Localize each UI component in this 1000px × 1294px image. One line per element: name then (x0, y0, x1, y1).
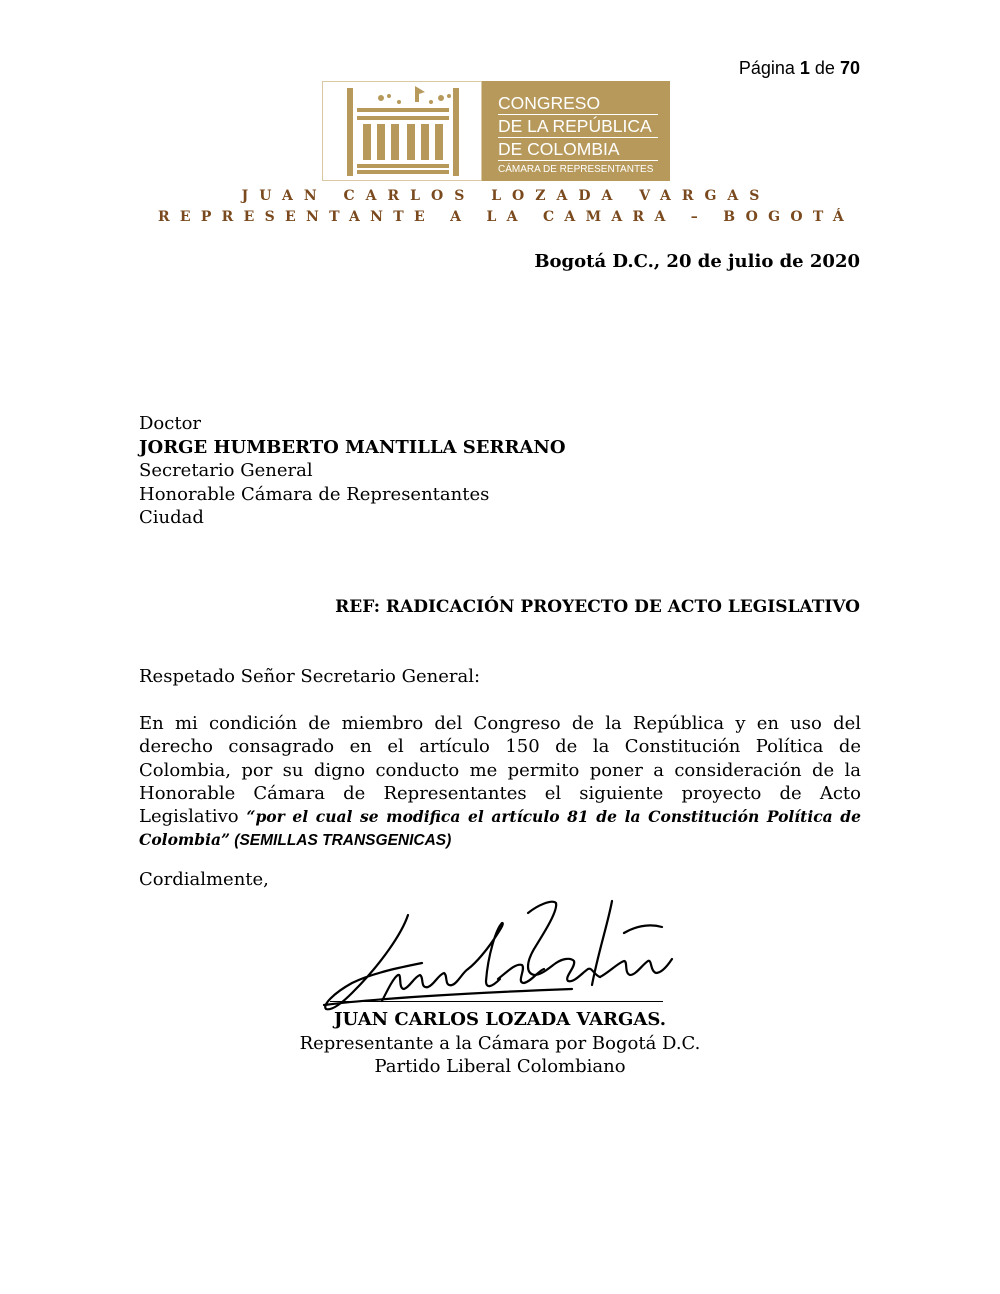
header-representative-role: REPRESENTANTE A LA CAMARA – BOGOTÁ (157, 209, 855, 225)
logo-subtitle: CÁMARA DE REPRESENTANTES (498, 164, 654, 175)
addressee-city: Ciudad (139, 507, 204, 528)
body-text: En mi condición de miembro del Congreso de la República y en uso del derecho consagrado en el artículo 150 de la Constitución Política de Colombia, por su digno conducto me permito poner a consideración de la Honorable Cámara de Representantes el siguiente proyecto de Acto Legislativo (139, 713, 861, 828)
page-total: 70 (839, 58, 860, 78)
logo-text-panel (482, 81, 670, 181)
letter-date: Bogotá D.C., 20 de julio de 2020 (534, 251, 860, 272)
capitol-emblem-icon (322, 81, 482, 181)
signer-name: JUAN CARLOS LOZADA VARGAS. (334, 1009, 666, 1030)
signer-position: Representante a la Cámara por Bogotá D.C. (299, 1032, 701, 1054)
addressee-name: JORGE HUMBERTO MANTILLA SERRANO (139, 436, 566, 458)
reference-line: REF: RADICACIÓN PROYECTO DE ACTO LEGISLATIVO (335, 597, 860, 617)
addressee-institution: Honorable Cámara de Representantes (139, 483, 490, 505)
logo-rule (498, 160, 658, 161)
page-prefix: Página (738, 58, 795, 78)
body-paragraph (139, 712, 861, 853)
addressee-salutation: Doctor (139, 413, 202, 434)
logo-line-2: DE LA REPÚBLICA (498, 116, 652, 136)
page-separator: de (814, 58, 835, 78)
logo-rule (498, 137, 658, 138)
logo-line-3: DE COLOMBIA (498, 139, 620, 159)
logo-rule (498, 114, 658, 115)
closing: Cordialmente, (139, 869, 269, 890)
addressee-title: Secretario General (139, 460, 313, 481)
signer-block (0, 1008, 1000, 1079)
signer-party: Partido Liberal Colombiano (374, 1056, 626, 1077)
handwritten-signature (312, 893, 682, 1018)
signature-line (330, 1001, 663, 1002)
bill-tag: (SEMILLAS TRANSGENICAS) (230, 832, 452, 850)
logo-line-1: CONGRESO (498, 93, 601, 113)
congress-logo (322, 81, 670, 181)
bill-title: “por el cual se modifica el artículo 81 de la Constitución Política de Colombia” (139, 807, 862, 850)
header-representative-name: JUAN CARLOS LOZADA VARGAS (241, 188, 771, 204)
page-number (739, 58, 860, 79)
greeting: Respetado Señor Secretario General: (139, 666, 481, 687)
page-current: 1 (799, 58, 810, 78)
addressee-block (139, 412, 566, 530)
